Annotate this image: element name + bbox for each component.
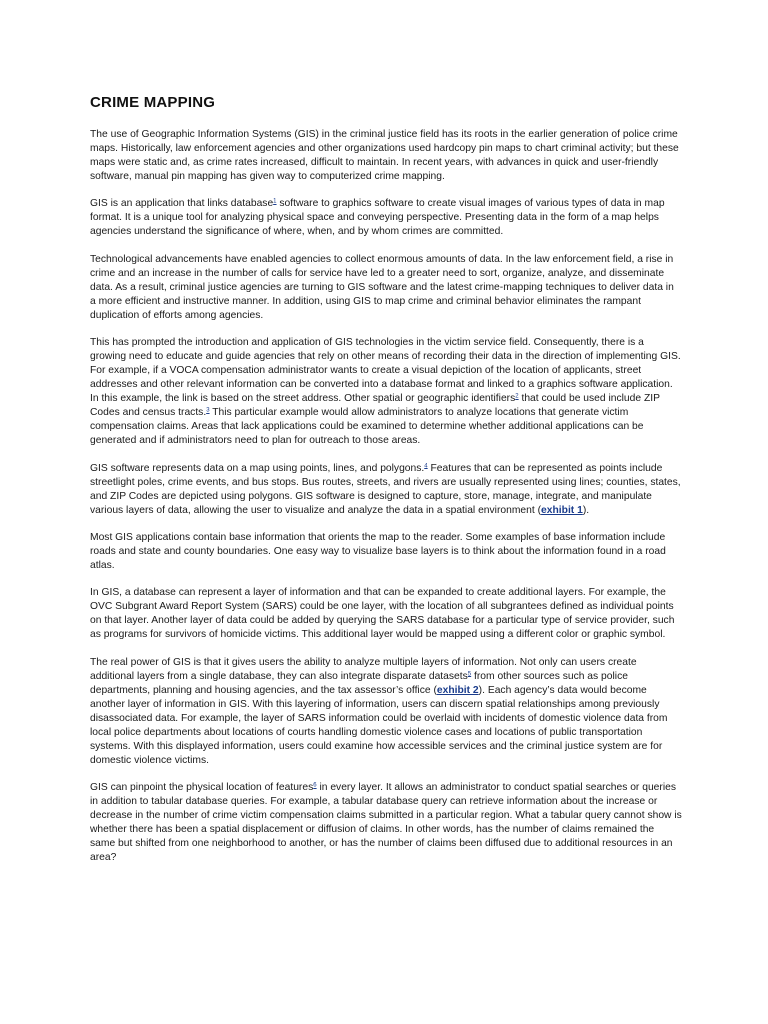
paragraph-text: In GIS, a database can represent a layer of information and that can be expanded to create additional layers. For example, the OVC Subgrant Award Report System (SARS) could be one layer, with the location of all subgrantees defined as individual points on that layer. Another layer of data could be added by querying the SARS database for a particular type of service provider, such as programs for survivors of homicide victims. This additional layer would be mapped using a different color or graphic symbol. — [90, 587, 675, 641]
paragraph-text: The use of Geographic Information Systems (GIS) in the criminal justice field has its roots in the earlier generation of police crime maps. Historically, law enforcement agencies and other organizations used hardcopy pin maps to chart criminal activity; but these maps were static and, as crime rates increased, difficult to maintain. In recent years, with advances in quick and user-friendly software, manual pin mapping has given way to computerized crime mapping. — [90, 129, 679, 182]
paragraph-text: from other sources such as police departments, planning and housing agencies, and the tax assessor’s office ( — [90, 670, 628, 696]
paragraph-text: GIS can pinpoint the physical location of features — [90, 782, 314, 794]
paragraph-text: The real power of GIS is that it gives users the ability to analyze multiple layers of information. Not only can users create additional layers from a single database, they can also integrate disparate datasets — [90, 656, 637, 682]
paragraph-text: software to graphics software to create visual images of various types of data in map format. It is a unique tool for analyzing physical space and conveying perspective. Presenting data in the form of a map helps agencies understand the significance of where, when, and by whom crimes are committed. — [90, 198, 665, 238]
body-paragraph — [90, 531, 682, 573]
paragraph-text: ). Each agency’s data would become another layer of information in GIS. With this layering of information, users can discern spatial relationships among previously disassociated data. For example, the layer of SARS information could be overlaid with incidents of domestic violence data from local police departments about locations of courts handling domestic violence cases and locations of public transportation systems. With this displayed information, users could examine how accessible services and the criminal justice system are for domestic violence victims. — [90, 684, 668, 766]
body-paragraph — [90, 128, 682, 184]
paragraph-text: Features that can be represented as points include streetlight poles, crime events, and bus stops. Bus routes, streets, and rivers are usually represented using lines; counties, states, and ZIP Codes are depicted using polygons. GIS software is designed to capture, store, manage, integrate, and manipulate various layers of data, allowing the user to visualize and analyze the data in a spatial environment ( — [90, 462, 681, 516]
body-paragraph — [90, 781, 682, 865]
body-paragraph — [90, 656, 682, 768]
paragraph-text: GIS software represents data on a map using points, lines, and polygons. — [90, 462, 425, 474]
footnote-link[interactable]: 6 — [313, 782, 317, 789]
paragraph-text: ). — [582, 504, 590, 516]
footnote-link[interactable]: 4 — [424, 463, 428, 470]
paragraph-text: This particular example would allow administrators to analyze locations that generate victim compensation claims. Areas that lack applications could be examined to determine whether additional applications can be generated and if administrators need to plan for outreach to those areas. — [90, 407, 644, 447]
paragraph-text: in every layer. It allows an administrator to conduct spatial searches or queries in addition to tabular database queries. For example, a tabular database query can retrieve information about the increase or decrease in the number of crime victim compensation claims submitted in a particular region. What a tabular query cannot show is whether there has been a spatial displacement or diffusion of claims. In other words, has the number of claims remained the same but shifted from one neighborhood to another, or has the number of claims been diffused due to additional resources in an area? — [90, 782, 682, 864]
footnote-link[interactable]: 5 — [467, 671, 472, 678]
body-paragraph — [90, 586, 682, 642]
body-paragraph — [90, 336, 682, 448]
paragraph-text: Most GIS applications contain base information that orients the map to the reader. Some examples of base information include roads and state and county boundaries. One easy way to visualize base layers is to think about the information found in a road atlas. — [90, 531, 666, 571]
body-paragraph — [90, 197, 682, 239]
exhibit-link[interactable]: exhibit 2 — [436, 684, 479, 696]
page-title: CRIME MAPPING — [90, 94, 216, 111]
document-body — [90, 128, 682, 865]
paragraph-text: This has prompted the introduction and application of GIS technologies in the victim service field. Consequently, there is a growing need to educate and guide agencies that rely on other means of recording their data in the direction of implementing GIS. For example, if a VOCA compensation administrator wants to create a visual depiction of the location of applicants, street addresses and other relevant information can be converted into a database format and linked to a graphics software application. In this example, the link is based on the street address. Other spatial or geographic identifiers — [90, 337, 681, 405]
paragraph-text: GIS is an application that links database — [90, 198, 274, 210]
paragraph-text: that could be used include ZIP Codes and census tracts. — [90, 393, 660, 419]
footnote-link[interactable]: 2 — [515, 393, 519, 400]
footnote-link[interactable]: 3 — [206, 407, 210, 414]
exhibit-link[interactable]: exhibit 1 — [541, 504, 583, 516]
body-paragraph — [90, 462, 682, 518]
footnote-link[interactable]: 1 — [273, 198, 277, 205]
paragraph-text: Technological advancements have enabled agencies to collect enormous amounts of data. In the law enforcement field, a rise in crime and an increase in the number of calls for service have led to a greater need to sort, organize, analyze, and disseminate data. As a result, criminal justice agencies are turning to GIS software and the latest crime-mapping techniques to deliver data in a more efficient and instructive manner. In addition, using GIS to map crime and criminal behavior eliminates the rampant duplication of efforts among agencies. — [90, 253, 674, 321]
body-paragraph — [90, 253, 682, 323]
